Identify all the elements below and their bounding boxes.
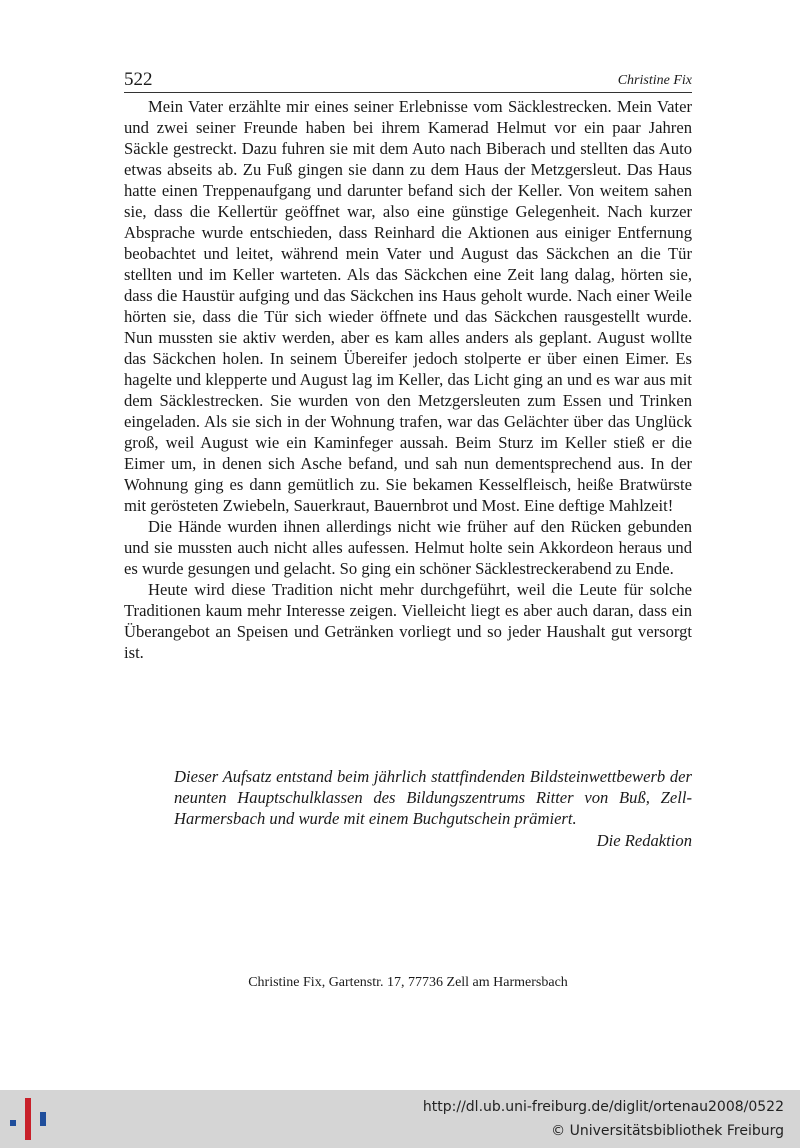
document-url-link[interactable]: http://dl.ub.uni-freiburg.de/diglit/ortenau2008/0522 (422, 1099, 784, 1115)
editorial-signature: Die Redaktion (596, 831, 692, 850)
library-footer (0, 1090, 800, 1148)
page-header (124, 66, 692, 93)
page-number: 522 (124, 69, 153, 90)
editorial-note-text: Dieser Aufsatz entstand beim jährlich stattfindenden Bildsteinwettbewerb der neunten Hauptschulklassen des Bildungszentrums Ritter von Buß, Zell-Harmersbach und wurde mit einem Buchgutschein prämiert. (174, 767, 692, 828)
editorial-note (174, 766, 692, 851)
running-author: Christine Fix (617, 73, 692, 88)
author-address: Christine Fix, Gartenstr. 17, 77736 Zell am Harmersbach (248, 975, 568, 990)
logo-bar-right (40, 1112, 46, 1126)
article-body (124, 96, 692, 663)
paragraph-3: Heute wird diese Tradition nicht mehr durchgeführt, weil die Leute für solche Traditionen kaum mehr Interesse zeigen. Vielleicht liegt es aber auch daran, dass ein Überangebot an Speisen und Getränken vorliegt und so jeder Haushalt gut versorgt ist. (124, 580, 692, 662)
logo-bar-center (25, 1098, 31, 1140)
paragraph-1: Mein Vater erzählte mir eines seiner Erlebnisse vom Säcklestrecken. Mein Vater und zwei seiner Freunde haben bei ihrem Kamerad Helmut vor ein paar Jahren Säckle gestreckt. Dazu fuhren sie mit dem Auto nach Biberach und stellten das Auto etwas abseits ab. Zu Fuß gingen sie dann zu dem Haus der Metzgersleut. Das Haus hatte einen Treppenaufgang und darunter befand sich der Keller. Von weitem sahen sie, dass die Kellertür geöffnet war, also eine günstige Gelegenheit. Nach kurzer Absprache wurde entschieden, dass Reinhard die Aktionen aus einiger Entfernung beobachtet und leitet, während mein Vater und August das Säckchen an die Tür stellten und im Keller warteten. Als das Säckchen eine Zeit lang dalag, hörten sie, dass die Haustür aufging und das Säckchen ins Haus geholt wurde. Nach einer Weile hörten sie, dass die Tür sich wieder öffnete und das Säckchen rausgestellt wurde. Nun mussten sie aktiv werden, aber es kam alles anders als geplant. August wollte das Säckchen holen. In seinem Übereifer jedoch stolperte er über einen Eimer. Es hagelte und klepperte und August lag im Keller, das Licht ging an und es war aus mit dem Säcklestrecken. Sie wurden von den Metzgersleuten zum Essen und Trinken eingeladen. Als sie sich in der Wohnung trafen, war das Gelächter über das Unglück groß, weil August wie ein Kaminfeger aussah. Beim Sturz im Keller stieß er die Eimer um, in denen sich Asche befand, und sah nun dementsprechend aus. In der Wohnung ging es dann gemütlich zu. Sie bekamen Kesselfleisch, heiße Bratwürste mit gerösteten Zwiebeln, Sauerkraut, Bauernbrot und Most. Eine deftige Mahlzeit! (124, 97, 692, 515)
ub-freiburg-logo-icon (10, 1098, 50, 1140)
logo-bar-left (10, 1120, 16, 1126)
copyright-notice: © Universitätsbibliothek Freiburg (551, 1123, 784, 1139)
paragraph-2: Die Hände wurden ihnen allerdings nicht wie früher auf den Rücken gebunden und sie mussten auch nicht alles aufessen. Helmut holte sein Akkordeon heraus und es wurde gesungen und gelacht. So ging ein schöner Säcklestreckerabend zu Ende. (124, 517, 692, 578)
